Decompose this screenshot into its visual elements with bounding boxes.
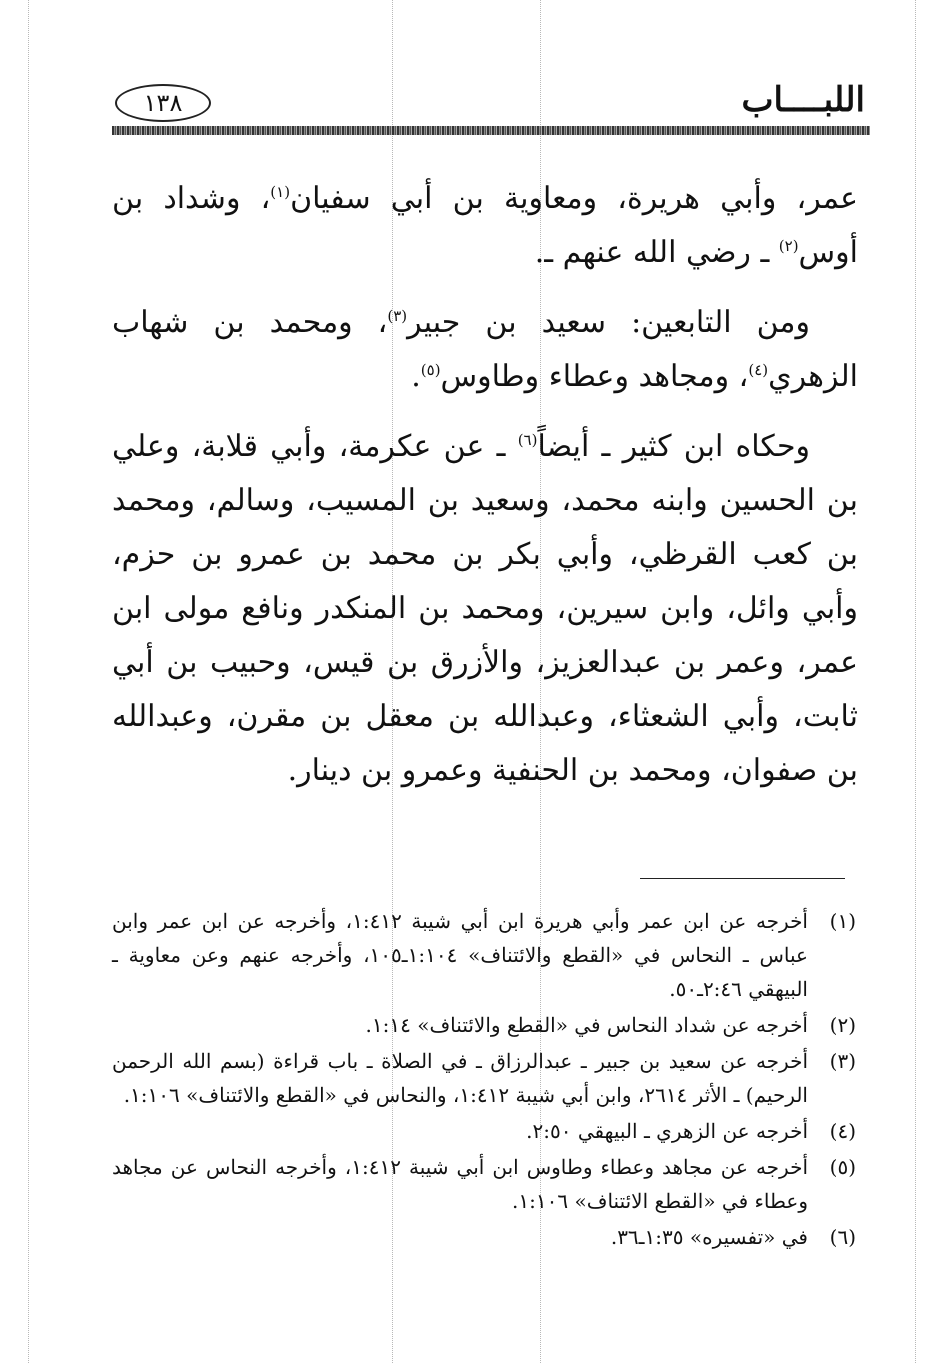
text-segment: ، ومجاهد وعطاء وطاوس: [440, 359, 749, 394]
footnote: [112, 1044, 856, 1112]
footnote: [112, 1008, 856, 1042]
footnote-number: (١): [829, 909, 856, 933]
footnote-ref: (٢): [778, 237, 799, 255]
footnote-text: أخرجه عن الزهري ـ البيهقي ٢:٥٠.: [526, 1119, 808, 1143]
margin-dot-line: [915, 0, 916, 1363]
paragraph: [112, 420, 858, 798]
footnote: [112, 1114, 856, 1148]
footnote-separator: [640, 878, 845, 879]
footnote-ref: (٥): [420, 361, 441, 379]
footnote-text: أخرجه عن سعيد بن جبير ـ عبدالرزاق ـ في الصلاة ـ باب قراءة (بسم الله الرحمن الرحيم) ـ الأثر ٢٦١٤، وابن أبي شيبة ١:٤١٢، والنحاس في «القطع والائتناف» ١:١٠٦.: [112, 1049, 809, 1107]
text-segment: .: [411, 359, 421, 394]
text-segment: ـ رضي الله عنهم ـ.: [534, 235, 779, 270]
text-segment: ، وشداد بن أوس: [112, 181, 858, 270]
footnote-text: أخرجه عن مجاهد وعطاء وطاوس ابن أبي شيبة ١:٤١٢، وأخرجه النحاس عن مجاهد وعطاء في «القطع الائتناف» ١:١٠٦.: [112, 1155, 808, 1213]
main-text: [112, 172, 858, 814]
footnote: [112, 904, 856, 1006]
footnote-ref: (٣): [387, 307, 408, 325]
footnote-text: أخرجه عن ابن عمر وأبي هريرة ابن أبي شيبة ١:٤١٢، وأخرجه عن ابن عمر وابن عباس ـ النحاس في «القطع والائتناف» ١:١٠٤ـ١٠٥، وأخرجه عنهم وعن معاوية ـ البيهقي ٢:٤٦ـ٥٠.: [112, 909, 808, 1001]
footnote-ref: (٤): [748, 361, 769, 379]
footnote-number: (٢): [829, 1013, 856, 1037]
margin-dot-line: [28, 0, 29, 1363]
footnote-number: (٥): [829, 1155, 856, 1179]
footnote-text: في «تفسيره» ١:٣٥ـ٣٦.: [610, 1225, 808, 1249]
text-segment: ، ومحمد بن شهاب الزهري: [112, 305, 858, 394]
footnote: [112, 1150, 856, 1218]
footnote-number: (٤): [829, 1119, 856, 1143]
text-segment: ومن التابعين: سعيد بن جبير: [407, 305, 810, 340]
text-segment: عمر، وأبي هريرة، ومعاوية بن أبي سفيان: [290, 181, 858, 216]
paragraph: [112, 296, 858, 404]
footnote: [112, 1220, 856, 1254]
footnote-text: أخرجه عن شداد النحاس في «القطع والائتناف» ١:١٤.: [365, 1013, 808, 1037]
header-rule: [112, 126, 870, 135]
text-segment: وحكاه ابن كثير ـ أيضاً: [537, 429, 810, 464]
footnotes: [112, 904, 856, 1256]
text-segment: ـ عن عكرمة، وأبي قلابة، وعلي بن الحسين وابنه محمد، وسعيد بن المسيب، وسالم، ومحمد بن كعب القرظي، وأبي بكر بن محمد بن عمرو بن حزم، وأبي وائل، وابن سيرين، ومحمد بن المنكدر ونافع مولى ابن عمر، وعمر بن عبدالعزيز، والأزرق بن قيس، وحبيب بن أبي ثابت، وأبي الشعثاء، وعبدالله بن معقل بن مقرن، وعبدالله بن صفوان، ومحمد بن الحنفية وعمرو بن دينار.: [112, 429, 858, 788]
footnote-ref: (٦): [517, 431, 538, 449]
footnote-number: (٦): [829, 1225, 856, 1249]
paragraph: [112, 172, 858, 280]
footnote-number: (٣): [829, 1049, 856, 1073]
page-header: [110, 70, 865, 130]
footnote-ref: (١): [270, 183, 291, 201]
running-title: اللبــــاب: [741, 80, 865, 120]
page-number: ١٣٨: [115, 84, 211, 122]
